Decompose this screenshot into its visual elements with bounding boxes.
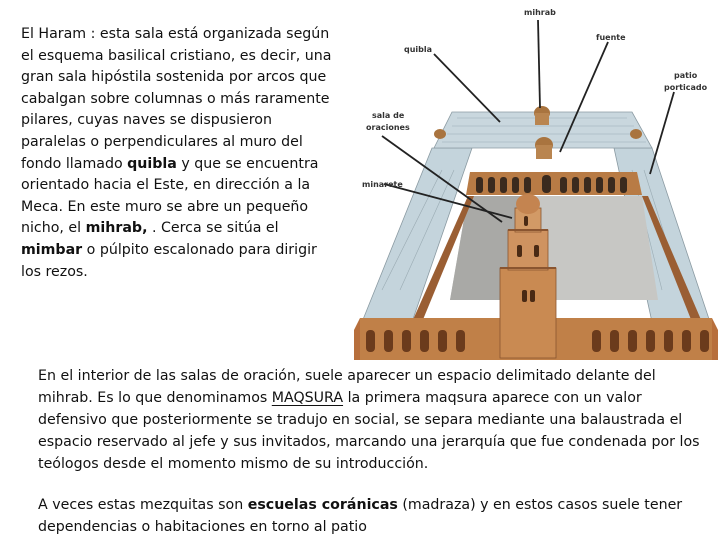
label-porticado: porticado <box>664 83 708 92</box>
term-mihrab: mihrab, <box>85 220 148 237</box>
maqsura-text-1: En el interior de las salas de oración, suele aparecer un espacio delimitado delante del mihrab. Es lo que denominamos <box>38 368 656 406</box>
term-mimbar: mimbar <box>21 241 83 258</box>
label-minarete: minarete <box>362 180 403 189</box>
maqsura-text-2: la primera maqsura aparece con un valor defensivo que posteriormente se tradujo en social, se separa mediante una balaustrada el espacio reservado al jefe y sus invitados, marcando una jerarquía que fue condenada por los teólogos desde el momento mismo de su introducción. <box>38 390 700 472</box>
term-quibla: quibla <box>127 155 177 172</box>
term-maqsura: MAQSURA <box>271 390 344 406</box>
term-escuelas-coranicas: escuelas coránicas <box>247 497 398 513</box>
maqsura-paragraph <box>38 365 710 475</box>
corner-dome-right <box>630 129 642 139</box>
madraza-text-1: A veces estas mezquitas son <box>38 497 248 513</box>
label-sala-de: sala de <box>372 111 405 120</box>
madraza-text-2: (madraza) y en estos casos suele tener dependencias o habitaciones en torno al patio <box>38 497 683 535</box>
intro-paragraph <box>21 24 339 283</box>
intro-text-1: El Haram : esta sala está organizada según el esquema basilical cristiano, es decir, una gran sala hipóstila sostenida por arcos que cabalgan sobre columnas o más raramente pilares, cuyas naves se dispusieron paralelas o perpendiculares al muro del fondo llamado <box>21 26 332 172</box>
mosque-drawing <box>352 0 720 362</box>
label-mihrab: mihrab <box>524 8 556 17</box>
madraza-paragraph <box>38 495 710 538</box>
intro-text-4: o púlpito escalonado para dirigir los rezos. <box>21 241 317 280</box>
label-quibla: quibla <box>404 45 433 54</box>
intro-text-2: y que se encuentra orientado hacia el Este, en dirección a la Meca. En este muro se abre un pequeño nicho, el <box>21 155 319 237</box>
intro-text-3: . Cerca se sitúa el <box>147 220 279 237</box>
label-oraciones: oraciones <box>366 123 410 132</box>
label-fuente: fuente <box>596 33 626 42</box>
mosque-illustration <box>352 0 720 362</box>
corner-dome-left <box>434 129 446 139</box>
label-patio: patio <box>674 71 698 80</box>
